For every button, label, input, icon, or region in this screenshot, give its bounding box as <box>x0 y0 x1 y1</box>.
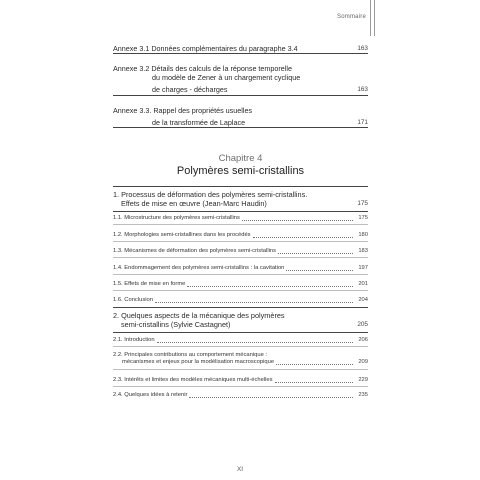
page-number: 229 <box>358 377 368 383</box>
chapter-title: Polymères semi-cristallins <box>176 165 305 177</box>
annex-title-line: Annexe 3.2 Détails des calculs de la réponse temporelle <box>113 64 292 73</box>
page-number: 163 <box>357 86 368 94</box>
annex-entry[interactable] <box>113 64 368 96</box>
annex-title-line: de la transformée de Laplace <box>152 118 246 128</box>
page-number: 175 <box>357 200 368 208</box>
page-number: 175 <box>358 215 368 221</box>
section-title-line: semi-cristallins (Sylvie Castagnet) <box>121 320 231 330</box>
section-heading[interactable] <box>113 307 368 333</box>
page-number: 235 <box>358 392 368 398</box>
page-number: 209 <box>358 359 368 366</box>
toc-entry[interactable]: 1.1. Microstructure des polymères semi-cristallins 175 <box>113 215 368 222</box>
page-number: 163 <box>357 45 368 52</box>
toc-entry[interactable]: 2.4. Quelques idées à retenir 235 <box>113 392 368 398</box>
section-title-line: 2. Quelques aspects de la mécanique des polymères <box>113 311 285 320</box>
toc-entry[interactable]: 2.2. Principales contributions au comportement mécanique : mécanismes et enjeux pour la modélisation macroscopique 209 <box>113 352 368 367</box>
chapter-number: Chapitre 4 <box>218 153 263 164</box>
toc-entry[interactable]: 1.5. Effets de mise en forme 201 <box>113 281 368 288</box>
annex-title-line: de charges - décharges <box>152 85 228 95</box>
page-number: 205 <box>357 321 368 329</box>
toc-entry[interactable]: 1.4. Endommagement des polymères semi-cristallins : la cavitation 197 <box>113 265 368 272</box>
annex-title-line: du modèle de Zener à un chargement cyclique <box>152 73 301 83</box>
page-number: 183 <box>358 248 368 254</box>
page-number: 180 <box>358 232 368 238</box>
toc-entry[interactable]: 2.1. Introduction 206 <box>113 337 368 344</box>
margin-rule <box>370 0 371 36</box>
page-number: 197 <box>358 265 368 271</box>
toc-entry[interactable]: 2.3. Intérêts et limites des modèles mécaniques multi-échelles 229 <box>113 377 368 384</box>
annex-title-line: Annexe 3.3. Rappel des propriétés usuelles <box>113 106 253 115</box>
running-header: Sommaire <box>337 14 366 20</box>
chapter-heading <box>113 153 368 178</box>
toc-entry[interactable]: 1.2. Morphologies semi-cristallines dans les procédés 180 <box>113 232 368 239</box>
annex-entry[interactable] <box>113 41 368 54</box>
page-number: 201 <box>358 281 368 287</box>
toc-entry[interactable]: 1.6. Conclusion 204 <box>113 297 368 303</box>
annex-title-line: Annexe 3.1 Données complémentaires du paragraphe 3.4 <box>113 44 298 53</box>
page-folio: XI <box>236 466 244 473</box>
section-title-line: Effets de mise en œuvre (Jean-Marc Haudin) <box>121 199 267 209</box>
section-title-line: 1. Processus de déformation des polymères semi-cristallins. <box>113 190 308 199</box>
annex-entry[interactable] <box>113 106 368 128</box>
page-number: 206 <box>358 337 368 343</box>
margin-rule <box>374 0 375 36</box>
toc-entry[interactable]: 1.3. Mécanismes de déformation des polymères semi-cristallins 183 <box>113 248 368 255</box>
page-number: 171 <box>357 119 368 127</box>
page-number: 204 <box>358 297 368 303</box>
section-heading[interactable] <box>113 186 368 212</box>
